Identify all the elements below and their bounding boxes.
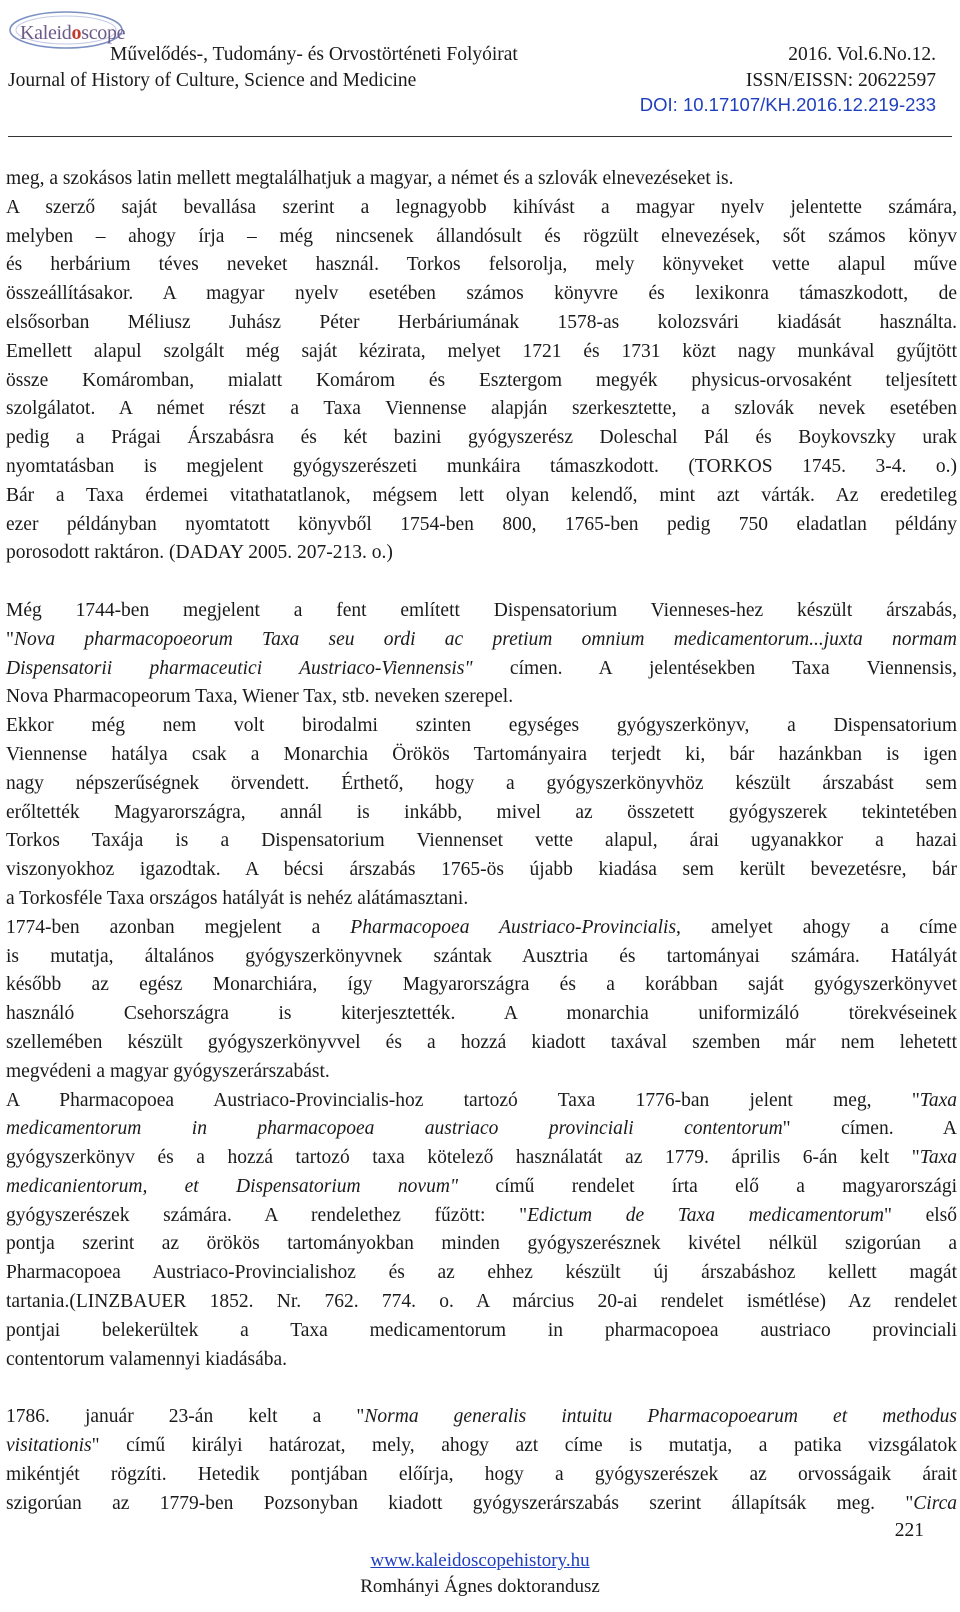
- text-line: Ekkor még nem volt birodalmi szinten egységes gyógyszerkönyv, a Dispensatorium: [6, 715, 957, 737]
- text-line: 1786. január 23-án kelt a "Norma generalis intuitu Pharmacopoearum et methodus: [6, 1406, 957, 1428]
- text-line: Dispensatorii pharmaceutici Austriaco-Viennensis" címen. A jelentésekben Taxa Viennensis,: [6, 657, 957, 679]
- text-line: szellemében készült gyógyszerkönyvvel és a hozzá kiadott taxával szemben már nem lehetett: [6, 1031, 957, 1053]
- journal-title-en: Journal of History of Culture, Science and Medicine: [8, 70, 417, 91]
- text-line: használó Csehországra is kiterjesztették. A monarchia uniformizáló törekvéseinek: [6, 1003, 957, 1025]
- kaleidoscope-logo: [6, 8, 126, 48]
- text-line: medicamentorum in pharmacopoea austriaco provinciali contentorum" címen. A: [6, 1118, 957, 1140]
- text-line: ezer példányban nyomtatott könyvből 1754-ben 800, 1765-ben pedig 750 eladatlan példány: [6, 513, 957, 535]
- text-line: melyben – ahogy írja – még nincsenek állandósult és rögzült elnevezések, sőt számos könyv: [6, 225, 957, 247]
- issn-label: ISSN/EISSN: 20622597: [745, 70, 936, 91]
- text-line: szolgálatot. A német részt a Taxa Viennense alapján szerkesztette, a szlovák nevek esetében: [6, 398, 957, 420]
- text-line: Bár a Taxa érdemei vitathatatlanok, mégsem lett olyan kelendő, mint azt várták. Az eredetileg: [6, 484, 957, 506]
- text-line: összeállításakor. A magyar nyelv esetében számos könyvre és lexikonra támaszkodott, de: [6, 283, 957, 305]
- text-line: Pharmacopoea Austriaco-Provincialishoz és az ehhez készült új árszabáshoz kellett magát: [6, 1262, 957, 1284]
- doi-link[interactable]: DOI: 10.17107/KH.2016.12.219-233: [639, 94, 936, 115]
- page-number: 221: [894, 1520, 924, 1541]
- text-line: megvédeni a magyar gyógyszerárszabást.: [6, 1060, 330, 1082]
- journal-title-hu: Művelődés-, Tudomány- és Orvostörténeti Folyóirat: [110, 44, 518, 65]
- logo-text: Kaleidoscope: [20, 22, 126, 44]
- header-divider: [8, 136, 952, 137]
- text-line: Nova Pharmacopeorum Taxa, Wiener Tax, stb. neveken szerepel.: [6, 686, 514, 708]
- text-line: pontjai belekerültek a Taxa medicamentorum in pharmacopoea austriaco provinciali: [6, 1319, 957, 1341]
- text-line: nyomtatásban is megjelent gyógyszerészeti munkáira támaszkodott. (TORKOS 1745. 3-4. o.): [6, 455, 957, 477]
- issue-label: 2016. Vol.6.No.12.: [788, 44, 936, 65]
- text-line: is mutatja, általános gyógyszerkönyvnek szántak Ausztria és tartományai számára. Hatályát: [6, 945, 957, 967]
- text-line: "Nova pharmacopoeorum Taxa seu ordi ac pretium omnium medicamentorum...juxta normam: [6, 628, 957, 650]
- text-line: össze Komáromban, mialatt Komárom és Esztergom megyék physicus-orvosaként teljesített: [6, 369, 957, 391]
- text-line: elsősorban Méliusz Juhász Péter Herbáriumának 1578-as kolozsvári kiadását használta.: [6, 311, 957, 333]
- text-line: szigorúan az 1779-ben Pozsonyban kiadott gyógyszerárszabás szerint állapítsák meg. "Circa: [6, 1492, 957, 1514]
- text-line: Még 1744-ben megjelent a fent említett Dispensatorium Vienneses-hez készült árszabás,: [6, 599, 957, 621]
- text-line: medicanientorum, et Dispensatorium novum" című rendelet írta elő a magyarországi: [6, 1175, 958, 1197]
- website-link[interactable]: www.kaleidoscopehistory.hu: [370, 1550, 590, 1571]
- text-line: mikéntjét rögzíti. Hetedik pontjában előírja, hogy a gyógyszerészek az orvosságaik árait: [6, 1463, 957, 1485]
- text-line: contentorum valamennyi kiadásába.: [6, 1348, 288, 1370]
- text-line: porosodott raktáron. (DADAY 2005. 207-213. o.): [6, 542, 393, 564]
- text-line: gyógyszerkönyv és a hozzá tartozó taxa kötelező használatát az 1779. április 6-án kelt "Taxa: [6, 1147, 957, 1169]
- text-line: viszonyokhoz igazodtak. A bécsi árszabás 1765-ös újabb kiadása sem került bevezetésre, bár: [6, 859, 957, 881]
- paragraph-gap: [6, 1374, 957, 1403]
- text-line: A szerző saját bevallása szerint a legnagyobb kihívást a magyar nyelv jelentette számára,: [6, 196, 957, 218]
- article-body: [6, 165, 957, 1518]
- text-line: Emellett alapul szolgált még saját kézirata, melyet 1721 és 1731 közt nagy munkával gyűjtött: [6, 340, 957, 362]
- text-line: később az egész Monarchiára, így Magyarországra és a korábban saját gyógyszerkönyvet: [6, 974, 957, 996]
- author-line: Romhányi Ágnes doktorandusz: [360, 1576, 600, 1597]
- text-line: erőltették Magyarországra, annál is inkább, mivel az összetett gyógyszerek tekintetében: [6, 801, 957, 823]
- text-line: 1774-ben azonban megjelent a Pharmacopoea Austriaco-Provincialis, amelyet ahogy a címe: [6, 916, 957, 938]
- text-line: tartania.(LINZBAUER 1852. Nr. 762. 774. o. A március 20-ai rendelet ismétlése) Az rendelet: [6, 1291, 957, 1313]
- paragraph-gap: [6, 568, 957, 597]
- text-line: pedig a Prágai Árszabásra és két bazini gyógyszerész Doleschal Pál és Boykovszky urak: [6, 427, 957, 449]
- text-line: visitationis" című királyi határozat, mely, ahogy azt címe is mutatja, a patika vizsgálatok: [6, 1435, 957, 1457]
- text-line: a Torkosféle Taxa országos hatályát is nehéz alátámasztani.: [6, 887, 469, 909]
- text-line: gyógyszerészek számára. A rendelethez fűzött: "Edictum de Taxa medicamentorum" első: [6, 1204, 957, 1226]
- text-line: A Pharmacopoea Austriaco-Provincialis-hoz tartozó Taxa 1776-ban jelent meg, "Taxa: [6, 1089, 957, 1111]
- text-line: Viennense hatálya csak a Monarchia Örökös Tartományaira terjedt ki, bár hazánkban is igen: [6, 743, 957, 765]
- text-line: Torkos Taxája is a Dispensatorium Viennenset vette alapul, árai ugyanakkor a hazai: [6, 830, 957, 852]
- page-header: [0, 0, 960, 138]
- text-line: nagy népszerűségnek örvendett. Érthető, hogy a gyógyszerkönyvhöz készült árszabást sem: [6, 772, 957, 794]
- text-line: pontja szerint az örökös tartományokban minden gyógyszerésznek kivétel nélkül szigorúan a: [6, 1233, 957, 1255]
- text-line: és herbárium téves neveket használ. Torkos felsorolja, mely könyveket vette alapul műve: [6, 254, 957, 276]
- text-line: meg, a szokásos latin mellett megtalálhatjuk a magyar, a német és a szlovák elnevezéseket is.: [6, 168, 734, 189]
